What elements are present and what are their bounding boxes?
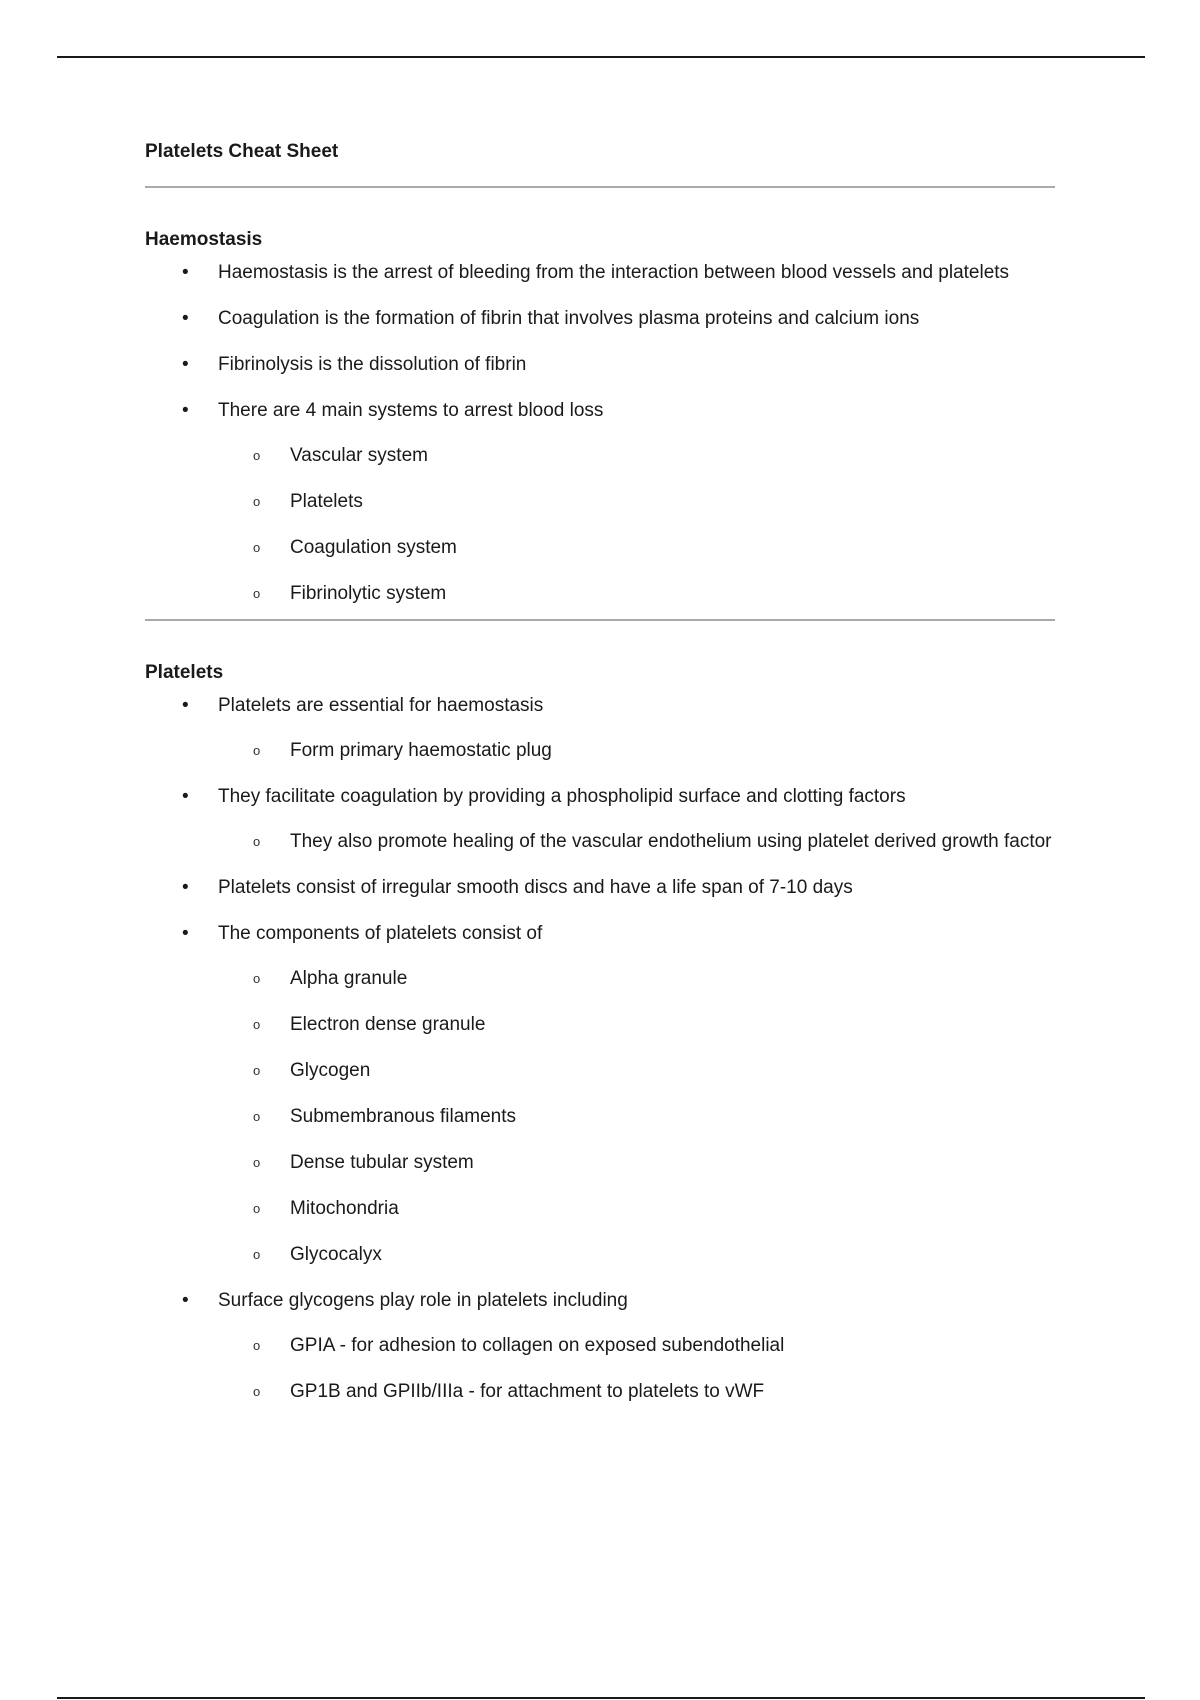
bullet-icon: • <box>182 1290 189 1311</box>
list-item <box>145 304 1055 333</box>
sub-list-item <box>217 736 1055 765</box>
sub-list-item-text: GP1B and GPIIb/IIIa - for attachment to platelets to vWF <box>290 1381 765 1402</box>
sub-list-item-text: Submembranous filaments <box>290 1106 516 1127</box>
document-title: Platelets Cheat Sheet <box>145 141 339 162</box>
sub-list-item <box>217 441 1055 470</box>
sub-list-item <box>217 579 1055 608</box>
bullet-icon: • <box>182 786 189 807</box>
list-item <box>145 919 1055 1269</box>
sub-bullet-list <box>218 1331 1055 1406</box>
section-heading: Haemostasis <box>145 229 263 250</box>
bullet-icon: • <box>182 354 189 375</box>
sub-list-item-text: Electron dense granule <box>290 1014 486 1035</box>
list-item-text: Coagulation is the formation of fibrin that involves plasma proteins and calcium ions <box>218 308 920 329</box>
bullet-icon: • <box>182 923 189 944</box>
list-item-text: The components of platelets consist of <box>218 923 543 944</box>
list-item-text: There are 4 main systems to arrest blood loss <box>218 400 604 421</box>
hollow-bullet-icon: o <box>253 1338 261 1353</box>
hollow-bullet-icon: o <box>253 1063 261 1078</box>
list-item-text: They facilitate coagulation by providing a phospholipid surface and clotting factors <box>218 786 906 807</box>
list-item <box>145 258 1055 287</box>
bullet-icon: • <box>182 400 189 421</box>
sub-list-item <box>217 1010 1055 1039</box>
hollow-bullet-icon: o <box>253 494 261 509</box>
page-top-rule <box>57 56 1145 58</box>
page-bottom-rule <box>57 1697 1145 1699</box>
sub-bullet-list <box>218 827 1055 856</box>
sub-list-item <box>217 1056 1055 1085</box>
list-item <box>145 1286 1055 1406</box>
sub-list-item-text: Vascular system <box>290 445 428 466</box>
sub-list-item-text: Platelets <box>290 491 363 512</box>
sub-list-item <box>217 1377 1055 1406</box>
sub-list-item <box>217 827 1055 856</box>
list-item <box>145 873 1055 902</box>
list-item-text: Fibrinolysis is the dissolution of fibrin <box>218 354 527 375</box>
sub-list-item <box>217 1102 1055 1131</box>
list-item <box>145 782 1055 856</box>
section-heading: Platelets <box>145 662 224 683</box>
hollow-bullet-icon: o <box>253 1247 261 1262</box>
sub-list-item <box>217 1194 1055 1223</box>
sub-list-item-text: GPIA - for adhesion to collagen on exposed subendothelial <box>290 1335 785 1356</box>
bullet-icon: • <box>182 262 189 283</box>
sub-list-item-text: Form primary haemostatic plug <box>290 740 552 761</box>
hollow-bullet-icon: o <box>253 743 261 758</box>
list-item <box>145 350 1055 379</box>
hollow-bullet-icon: o <box>253 1017 261 1032</box>
hollow-bullet-icon: o <box>253 540 261 555</box>
hollow-bullet-icon: o <box>253 1155 261 1170</box>
document-body <box>145 140 1055 1423</box>
hollow-bullet-icon: o <box>253 834 261 849</box>
sub-list-item-text: Mitochondria <box>290 1198 399 1219</box>
hollow-bullet-icon: o <box>253 1109 261 1124</box>
sub-list-item-text: Fibrinolytic system <box>290 583 447 604</box>
sub-list-item-text: Alpha granule <box>290 968 408 989</box>
list-item-text: Platelets consist of irregular smooth discs and have a life span of 7-10 days <box>218 877 853 898</box>
sub-list-item-text: Glycogen <box>290 1060 371 1081</box>
sub-bullet-list <box>218 964 1055 1269</box>
sub-bullet-list <box>218 736 1055 765</box>
sub-list-item-text: Coagulation system <box>290 537 457 558</box>
sub-list-item-text: Glycocalyx <box>290 1244 382 1265</box>
bullet-icon: • <box>182 308 189 329</box>
hollow-bullet-icon: o <box>253 448 261 463</box>
hollow-bullet-icon: o <box>253 971 261 986</box>
sub-list-item <box>217 1148 1055 1177</box>
sub-list-item <box>217 1331 1055 1360</box>
bullet-list <box>145 258 1055 608</box>
list-item <box>145 396 1055 608</box>
list-item-text: Platelets are essential for haemostasis <box>218 695 544 716</box>
bullet-icon: • <box>182 877 189 898</box>
section-haemostasis <box>145 188 1055 608</box>
sub-list-item <box>217 533 1055 562</box>
hollow-bullet-icon: o <box>253 1201 261 1216</box>
list-item-text: Haemostasis is the arrest of bleeding from the interaction between blood vessels and platelets <box>218 262 1010 283</box>
bullet-icon: • <box>182 695 189 716</box>
sub-list-item <box>217 1240 1055 1269</box>
sub-list-item-text: Dense tubular system <box>290 1152 474 1173</box>
sub-list-item <box>217 964 1055 993</box>
sub-bullet-list <box>218 441 1055 608</box>
sub-list-item <box>217 487 1055 516</box>
sub-list-item-text: They also promote healing of the vascular endothelium using platelet derived growth factor <box>290 831 1052 852</box>
hollow-bullet-icon: o <box>253 1384 261 1399</box>
hollow-bullet-icon: o <box>253 586 261 601</box>
list-item-text: Surface glycogens play role in platelets including <box>218 1290 628 1311</box>
list-item <box>145 691 1055 765</box>
bullet-list <box>145 691 1055 1406</box>
section-platelets <box>145 621 1055 1406</box>
